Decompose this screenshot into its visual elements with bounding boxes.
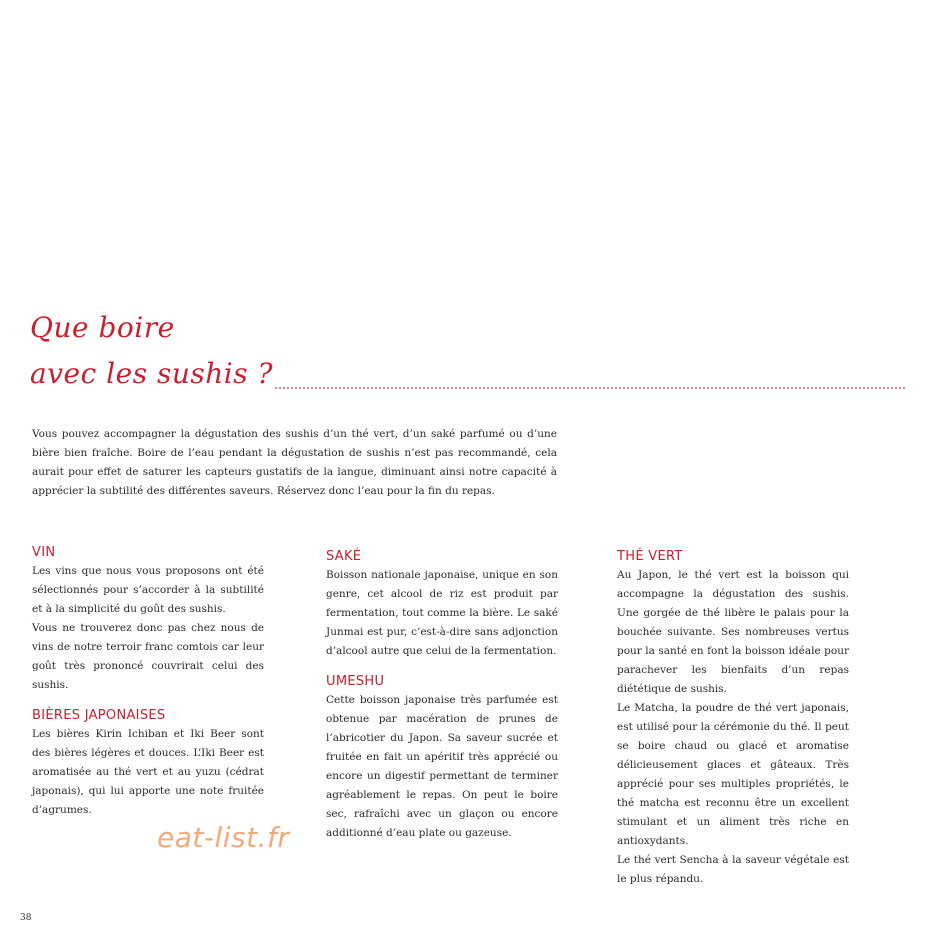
section-heading-vin: VIN xyxy=(32,545,56,560)
section-text-umeshu: Cette boisson japonaise très parfumée est obtenue par macération de prunes de l’abricotier du Japon. Sa saveur sucrée et fruitée en fait un apéritif très apprécié ou encore un digestif permettant de terminer agréablement le repas. On peut le boire sec, rafraîchi avec un glaçon ou encore additionné d’eau plate ou gazeuse. xyxy=(326,694,558,839)
section-heading-the-vert: THÉ VERT xyxy=(617,549,683,564)
section-text-bieres: Les bières Kirin Ichiban et Iki Beer sont des bières légères et douces. L’Iki Beer est aromatisée au thé vert et au yuzu (cédrat japonais), qui lui apporte une note fruitée d’agrumes. xyxy=(32,728,264,816)
section-heading-bieres: BIÈRES JAPONAISES xyxy=(32,708,166,723)
column-left xyxy=(32,544,264,832)
section-text-the-vert: Au Japon, le thé vert est la boisson qui accompagne la dégustation des sushis. Une gorgée de thé libère le palais pour la bouchée suivante. Ses nombreuses vertus pour la santé en font la boisson idéale pour parachever les bienfaits d’un repas diététique de sushis. Le Matcha, la poudre de thé vert japonais, est utilisé pour la cérémonie du thé. Il peut se boire chaud ou glacé et aromatise délicieusement glaces et gâteaux. Très apprécié pour ses multiples propriétés, le thé matcha est reconnu être un excellent stimulant et un aliment très riche en antioxydants. Le thé vert Sencha à la saveur végétale est le plus répandu. xyxy=(617,569,849,885)
section-text-sake: Boisson nationale japonaise, unique en son genre, cet alcool de riz est produit par fermentation, tout comme la bière. Le saké Junmai est pur, c’est-à-dire sans adjonction d’alcool autre que celui de la fermentation. xyxy=(326,569,558,657)
intro-paragraph: Vous pouvez accompagner la dégustation des sushis d’un thé vert, d’un saké parfumé ou d’une bière bien fraîche. Boire de l’eau pendant la dégustation de sushis n’est pas recommandé, cela aurait pour effet de saturer les capteurs gustatifs de la langue, diminuant ainsi notre capacité à apprécier la subtilité des différentes saveurs. Réservez donc l’eau pour la fin du repas. xyxy=(32,428,557,497)
dotted-rule xyxy=(275,387,905,389)
watermark-text: eat-list.fr xyxy=(157,821,290,854)
page-number: 38 xyxy=(20,913,32,923)
section-text-vin: Les vins que nous vous proposons ont été sélectionnés pour s’accorder à la subtilité et à la simplicité du goût des sushis. Vous ne trouverez donc pas chez nous de vins de notre terroir franc comtois car leur goût très prononcé couvrirait celui des sushis. xyxy=(32,565,264,691)
column-right xyxy=(617,548,849,901)
page-title-line-1: Que boire xyxy=(30,311,175,344)
page-title-line-2: avec les sushis ? xyxy=(30,357,273,390)
section-heading-umeshu: UMESHU xyxy=(326,674,385,689)
page-title xyxy=(30,305,273,397)
column-middle xyxy=(326,548,558,855)
section-heading-sake: SAKÉ xyxy=(326,549,362,564)
